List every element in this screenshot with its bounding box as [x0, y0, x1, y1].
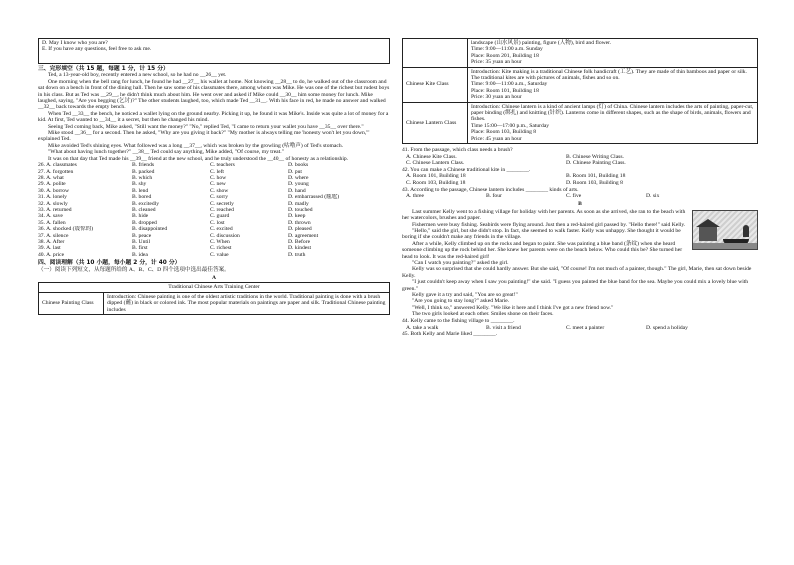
option-b: B. packed	[132, 168, 155, 175]
option-b: B. excitedly	[132, 200, 160, 207]
question-43: 43. According to the passage, Chinese lantern includes ________ kinds of arts.	[402, 186, 579, 193]
option-a: A. Chinese Kite Class.	[406, 153, 457, 160]
class-name: Chinese Lantern Class	[403, 102, 468, 143]
option-a: 31. A. lonely	[38, 194, 67, 201]
table-row	[403, 102, 758, 143]
class-details	[104, 292, 390, 314]
cloze-paragraph: Mike stood __36__ for a second. Then he asked, "Why are you giving it back?" "My mother is always telling me 'honesty won't let you down,'" explained Ted.	[38, 130, 370, 143]
reading-heading: 四、阅读理解（共 10 小题，每小题 2 分，计 40 分）	[38, 260, 181, 267]
cloze-options	[38, 162, 390, 258]
option-c: C. excited	[210, 226, 233, 233]
option-d: D. Room 103, Building 8	[566, 179, 623, 186]
option-c: C. secretly	[210, 200, 234, 207]
option-d: D. Before	[288, 238, 311, 245]
option-c: C. richest	[210, 245, 232, 252]
option-b: B. hide	[132, 213, 149, 220]
passage-paragraph: "Well, I think so," answered Kelly. "We like it here and I think I've got a new friend now."	[412, 304, 614, 311]
passage-paragraph: "I just couldn't keep away when I saw you painting!" she said. "I guess you painted the blue band for the sea. Maybe you could mix a lovely blue with green."	[402, 279, 749, 292]
cloze-paragraph: When Ted __33__ the bench, he noticed a wallet lying on the ground nearby. Picking it up, he found it was Mike's. Inside was quite a lot of money for a kid. At first, Ted wanted to __34__ it a secret, but then he changed his mind.	[38, 110, 389, 124]
option-d: D. embarrassed (尴尬)	[288, 194, 340, 201]
option-c: C. When	[210, 238, 230, 245]
class-detail-line: Time: 9:00—11:00 a.m., Saturday	[471, 81, 548, 88]
cloze-paragraph: Seeing Ted coming back, Mike asked, "Still want the money?" "No," replied Ted, "I came to return your wallet you have __35__ over there."	[48, 123, 364, 130]
option-c: C. how	[210, 174, 227, 181]
option-c: C. teachers	[210, 162, 235, 169]
option-d: D. books	[288, 162, 309, 169]
passage-paragraph: "Hello," said the girl, but she didn't stop. In fact, she seemed to walk faster. Kelly was unhappy. She thought it would be boring if she couldn't make any friends in the village.	[402, 227, 681, 241]
left-column	[38, 38, 390, 315]
cloze-paragraph: One morning when the bell rang for lunch, he found he had __27__ his wallet at home. Not knowing __28__ to do, he walked out of the classroom and sat down on a bench in front of the dining hall. Then he saw some of his classmates there, among whom was Mike. He was one of the richest but rudest boys in his class. But as Ted was __29__, he didn't think much about him. He went over and asked if Mike could __30__ him some money for lunch. Mike laughed, saying, "Are you begging (乞讨)?" The other students laughed, too, which made Ted __31__. With his face in red, he made no answer and walked __32__ back towards the empty bench.	[38, 78, 390, 111]
table-row	[39, 292, 390, 314]
person-shape	[743, 225, 749, 237]
option-d: D. keep	[288, 213, 306, 220]
class-detail-line: Introduction: Chinese painting is one of the oldest artistic traditions in the world. Traditional painting is done with a brush dipped (蘸) in black or colored ink. The most popular materials on paintings are paper and silk. Traditional Chinese painting includes	[107, 293, 386, 313]
class-detail-line: Price: 30 yuan an hour	[471, 94, 522, 101]
option-b: B. friends	[132, 162, 155, 169]
option-b: B. dropped	[132, 219, 157, 226]
option-c: C. new	[210, 181, 226, 188]
cloze-paragraph: "What about having lunch together?" __38__ Ted could say anything, Mike added, "Of course, my treat."	[48, 149, 284, 156]
passage-paragraph: Kelly gave it a try and said, "You are so great!"	[412, 292, 518, 299]
option-a: 34. A. save	[38, 213, 63, 220]
class-detail-line: landscape (山水风景) painting, figure (人物), bird and flower.	[471, 40, 612, 46]
option-d: D. spend a holiday	[646, 324, 688, 331]
option-a: 40. A. price	[38, 251, 65, 258]
class-name	[403, 39, 468, 68]
option-b: B. cleaned	[132, 206, 156, 213]
class-detail-line: Place: Room 101, Building 18	[471, 87, 539, 94]
option-a: 37. A. silence	[38, 232, 69, 239]
option-c: C. show	[210, 187, 229, 194]
passage-paragraph: Last summer Kelly went to a fishing village for holiday with her parents. As soon as she arrived, she ran to the beach with her watercolors, brushes and paper.	[402, 208, 686, 222]
option-c: C. left	[210, 168, 224, 175]
question-45: 45. Both Kelly and Marie liked ________.	[402, 331, 498, 338]
class-detail-line: Introduction: Chinese lantern is a kind of ancient lamps (灯) of China. Chinese lantern includes the arts of painting, paper-cut, paper binding (绑扎) and knitting (针织). Lanterns come in different shapes, such as the shape of birds, animals, flowers and fishes.	[471, 103, 754, 123]
reading-instruction: （一）阅读下列短文，从每题所给的 A、B、C、D 四个选项中选出最佳答案。	[38, 266, 230, 273]
passage-b-label: B	[578, 201, 582, 208]
option-c: C. Room 103, Building 18	[406, 179, 466, 186]
option-c: C. discussion	[210, 232, 240, 239]
questions-b	[402, 318, 758, 338]
question-44: 44. Kelly came to the fishing village to ________.	[402, 318, 515, 325]
option-a: 33. A. returned	[38, 206, 72, 213]
question-44-options	[402, 325, 758, 331]
option-c: C. five	[566, 192, 582, 199]
questions-a	[402, 147, 758, 199]
passage-paragraph: Fishermen were busy fishing. Seabirds were flying around. Just then a red-haired girl passed by. "Hello there!" said Kelly.	[412, 221, 686, 228]
cloze-paragraph: It was on that day that Ted made his __39__ friend at the new school, and he truly understood the __40__ of honesty as a relationship.	[48, 155, 349, 162]
option-d: D. Chinese Painting Class.	[566, 159, 626, 166]
option-b: B. idea	[132, 251, 148, 258]
option-d: D. thrown	[288, 219, 311, 226]
option-a: 32. A. slowly	[38, 200, 68, 207]
option-c: C. sorry	[210, 194, 229, 201]
option-c: C. lost	[210, 219, 225, 226]
ad-table-part2	[402, 38, 758, 144]
class-details	[468, 39, 758, 68]
table-row	[403, 39, 758, 68]
passage-paragraph: "Can I watch you painting?" asked the girl.	[412, 260, 509, 266]
cloze-paragraph: Ted, a 13-year-old boy, recently entered a new school, so he had no __26__ yet.	[48, 72, 227, 79]
cloze-passage	[38, 72, 390, 162]
option-a: 30. A. borrow	[38, 187, 70, 194]
option-a: 27. A. forgotten	[38, 168, 74, 175]
option-c: C. guard	[210, 213, 230, 220]
option-a: 36. A. shocked (震惊的)	[38, 226, 94, 233]
cloze-paragraph: Mike avoided Ted's shining eyes. What followed was a long __37__, which was broken by the growling (咕噜声) of Ted's stomach.	[48, 142, 344, 149]
class-name: Chinese Kite Class	[403, 67, 468, 102]
option-d: D. touched	[288, 206, 313, 213]
water-shape	[693, 243, 757, 249]
house-shape	[699, 227, 717, 241]
option-b: B. lend	[132, 187, 149, 194]
class-details	[468, 102, 758, 143]
question-41: 41. From the passage, which class needs a brush?	[402, 147, 513, 154]
option-b: B. Until	[132, 238, 151, 245]
question-41-options	[402, 154, 758, 167]
class-detail-line: Price: 45 yuan an hour	[471, 135, 522, 142]
question-43-options	[402, 193, 758, 199]
option-b: B. first	[132, 245, 148, 252]
passage-paragraph: The two girls looked at each other. Smiles shone on their faces.	[412, 311, 554, 318]
option-a: 35. A. fallen	[38, 219, 66, 226]
class-detail-line: Price: 35 yuan an hour	[471, 59, 522, 66]
option-a: A. three	[406, 192, 425, 199]
option-d: D. May I know who you are?	[42, 40, 108, 46]
option-d: D. agreement	[288, 232, 319, 239]
option-b: B. which	[132, 174, 153, 181]
fishing-village-illustration	[692, 210, 758, 250]
question-42: 42. You can make a Chinese traditional kite in ________.	[402, 166, 531, 173]
option-d: D. six	[646, 192, 660, 199]
class-detail-line: Place: Room 103, Building 8	[471, 129, 537, 136]
option-a: A. Room 101, Building 18	[406, 173, 466, 180]
option-b: B. peace	[132, 232, 152, 239]
option-d: D. where	[288, 174, 309, 181]
passage-paragraph: Kelly was so surprised that she could hardly answer. But she said, "Of course! I'm not much of a painter, though." The girl, Marie, then sat down beside Kelly.	[402, 266, 752, 279]
option-b: B. visit a friend	[486, 324, 521, 331]
cloze-option-row	[38, 252, 390, 258]
class-detail-line: Introduction: Kite making is a traditional Chinese folk handicraft (工艺). They are made of thin bamboos and paper or silk. The traditional kites are with pictures of animals, fishes and so on.	[471, 68, 747, 82]
option-c: C. Chinese Lantern Class.	[406, 159, 465, 166]
options-box	[38, 38, 390, 64]
table-row	[403, 67, 758, 102]
option-a: 38. A. After	[38, 238, 65, 245]
cloze-heading: 三、完形填空（共 15 题，每题 1 分，计 15 分）	[38, 66, 169, 72]
option-b: B. Chinese Writing Class.	[566, 153, 624, 160]
class-detail-line: Time: 9:00—11:00 a.m. Sunday	[471, 46, 543, 53]
option-b: B. shy	[132, 181, 147, 188]
passage-a-label: A	[211, 275, 217, 281]
passage-b	[402, 209, 758, 318]
option-b: B. four	[486, 192, 502, 199]
passage-paragraph: After a while, Kelly climbed up on the rocks and began to paint. She was painting a blue band (条纹) when she heard someone climbing up the rock behind her. She knew her parents were on the beach below. Who could this be? She turned her head to look. It was the red-haired girl!	[402, 240, 683, 260]
option-a: A. take a walk	[406, 324, 439, 331]
class-details	[468, 67, 758, 102]
option-d: D. madly	[288, 200, 309, 207]
option-d: D. pleased	[288, 226, 312, 233]
option-b: B. bored	[132, 194, 152, 201]
option-c: C. value	[210, 251, 229, 258]
option-e: E. If you have any questions, feel free to ask me.	[42, 46, 152, 53]
option-b: B. disappointed	[132, 226, 168, 233]
option-d: D. kindest	[288, 245, 311, 252]
option-a: 28. A. what	[38, 174, 64, 181]
question-42-options	[402, 173, 758, 186]
ad-table-title: Traditional Chinese Arts Training Center	[38, 282, 390, 291]
passage-paragraph: "Are you going to stay long?" asked Marie.	[412, 298, 510, 305]
option-d: D. put	[288, 168, 302, 175]
option-c: C. meet a painter	[566, 324, 605, 331]
option-d: D. young	[288, 181, 309, 188]
option-d: D. truth	[288, 251, 306, 258]
class-name: Chinese Painting Class	[39, 292, 104, 314]
roof-shape	[696, 219, 720, 227]
option-a: 29. A. polite	[38, 181, 66, 188]
option-c: C. reached	[210, 206, 234, 213]
option-a: 39. A. last	[38, 245, 61, 252]
class-detail-line: Time 15:00—17:00 p.m., Saturday	[471, 122, 550, 129]
option-b: B. Room 101, Building 18	[566, 173, 626, 180]
right-column	[402, 38, 758, 338]
option-a: 26. A. classmates	[38, 162, 77, 169]
ad-table-part1	[38, 292, 390, 315]
class-detail-line: Place: Room 201, Building 18	[471, 52, 539, 59]
option-d: D. hand	[288, 187, 306, 194]
